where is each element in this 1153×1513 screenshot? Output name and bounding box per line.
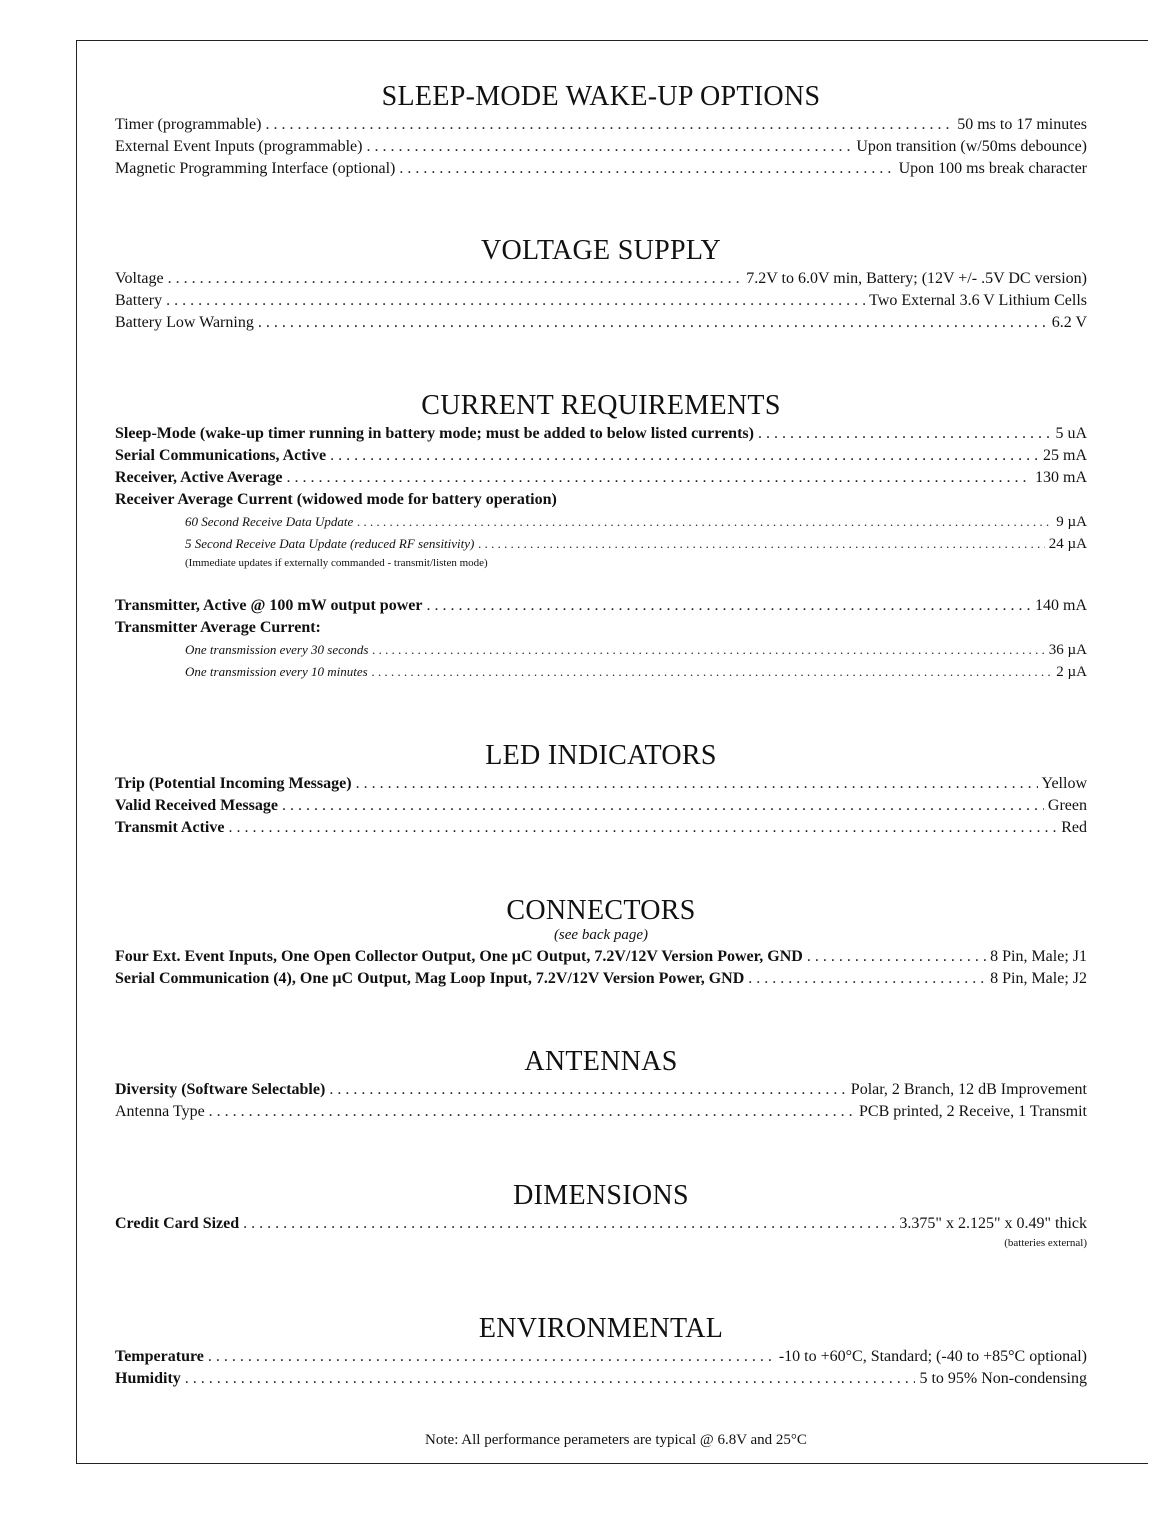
spec-label: Transmitter, Active @ 100 mW output power [115,597,423,614]
spec-label: 5 Second Receive Data Update (reduced RF sensitivity) [185,536,475,551]
spec-value: 5 to 95% Non-condensing [919,1370,1087,1387]
receiver-average-heading: Receiver Average Current (widowed mode for battery operation) [115,491,557,508]
spec-value: 130 mA [1035,469,1087,486]
spec-row [115,423,1087,445]
transmitter-average-heading: Transmitter Average Current: [115,619,321,636]
spec-value: 5 uA [1055,425,1087,442]
spec-row [115,1368,1087,1390]
spec-label: Sleep-Mode (wake-up timer running in battery mode; must be added to below listed currents) [115,425,754,442]
spec-row [115,467,1087,489]
section-voltage-supply [115,234,1087,334]
spec-row [115,773,1087,795]
spec-value: 6.2 V [1051,314,1087,331]
footer-note: Note: All performance perameters are typical @ 6.8V and 25°C [425,1432,807,1448]
spec-label: Magnetic Programming Interface (optional) [115,160,396,177]
section-title: ENVIRONMENTAL [478,1313,724,1344]
section-title: VOLTAGE SUPPLY [480,235,722,266]
spec-row [115,1213,1087,1235]
spec-value: 140 mA [1035,597,1087,614]
spec-row [115,445,1087,467]
section-sleep-mode [115,80,1087,180]
section-subtitle: (see back page) [553,927,649,943]
spec-value: 2 µA [1056,664,1087,680]
spec-value: Two External 3.6 V Lithium Cells [869,292,1087,309]
spec-label: Valid Received Message [115,797,278,814]
spec-value: Polar, 2 Branch, 12 dB Improvement [850,1081,1087,1098]
spec-label: Four Ext. Event Inputs, One Open Collector Output, One µC Output, 7.2V/12V Version Power, GND [115,948,803,965]
spec-label: Serial Communications, Active [115,447,327,464]
spec-subrow [115,639,1087,661]
section-connectors [115,894,1087,990]
section-title: LED INDICATORS [485,740,717,771]
section-current-requirements [115,389,1087,683]
spec-row [115,290,1087,312]
spec-value: PCB printed, 2 Receive, 1 Transmit [859,1103,1087,1120]
spec-row [115,795,1087,817]
section-title: SLEEP-MODE WAKE-UP OPTIONS [381,81,821,112]
spec-label: Credit Card Sized [115,1215,240,1232]
spec-label: 60 Second Receive Data Update [185,514,354,529]
section-title: ANTENNAS [524,1046,678,1077]
spec-label: Humidity [115,1370,181,1387]
spec-subrow [115,511,1087,533]
spec-value: Upon 100 ms break character [898,160,1087,177]
spec-value: Yellow [1041,775,1087,792]
spec-row [115,136,1087,158]
spec-row [115,817,1087,839]
spec-label: Antenna Type [115,1103,205,1120]
spec-label: Receiver, Active Average [115,469,283,486]
spec-value: -10 to +60°C, Standard; (-40 to +85°C optional) [778,1348,1087,1365]
spec-value: 7.2V to 6.0V min, Battery; (12V +/- .5V DC version) [746,270,1087,287]
section-dimensions [115,1179,1087,1251]
spec-value: 3.375" x 2.125" x 0.49" thick [899,1215,1087,1232]
spec-row [115,946,1087,968]
spec-subrow [115,661,1087,683]
spec-value: Red [1061,819,1087,836]
section-title: CURRENT REQUIREMENTS [421,390,781,421]
spec-value: 8 Pin, Male; J1 [990,948,1087,965]
spec-value: 9 µA [1056,514,1087,530]
spec-label: One transmission every 30 seconds [185,642,369,657]
spec-row [115,1079,1087,1101]
spec-row [115,158,1087,180]
spec-row [115,312,1087,334]
spec-value: Upon transition (w/50ms debounce) [856,138,1087,155]
section-environmental [115,1312,1087,1390]
spec-value: 25 mA [1043,447,1087,464]
spec-label: Temperature [115,1348,204,1365]
spec-subrow [115,533,1087,555]
spec-label: Voltage [115,270,164,287]
spec-label: Timer (programmable) [115,116,262,133]
receiver-note: (Immediate updates if externally commanded - transmit/listen mode) [185,557,488,569]
spec-value: Green [1047,797,1087,814]
spec-value: 50 ms to 17 minutes [957,116,1087,133]
section-led-indicators [115,739,1087,839]
spec-label: One transmission every 10 minutes [185,664,368,679]
spec-row [115,1346,1087,1368]
spec-row [115,595,1087,617]
section-title: CONNECTORS [506,895,696,926]
spec-label: Transmit Active [115,819,225,836]
spec-row [115,114,1087,136]
spec-value: 24 µA [1048,536,1087,552]
section-title: DIMENSIONS [513,1180,689,1211]
spec-value: 36 µA [1048,642,1087,658]
spec-label: Battery Low Warning [115,314,254,331]
spec-row [115,268,1087,290]
spec-label: Battery [115,292,163,309]
spec-row [115,1101,1087,1123]
spec-label: External Event Inputs (programmable) [115,138,363,155]
spec-row [115,968,1087,990]
dimensions-note: (batteries external) [1004,1237,1087,1249]
spec-label: Trip (Potential Incoming Message) [115,775,352,792]
spec-label: Diversity (Software Selectable) [115,1081,326,1098]
spec-value: 8 Pin, Male; J2 [990,970,1087,987]
spec-label: Serial Communication (4), One µC Output, Mag Loop Input, 7.2V/12V Version Power, GND [115,970,745,987]
section-antennas [115,1045,1087,1123]
